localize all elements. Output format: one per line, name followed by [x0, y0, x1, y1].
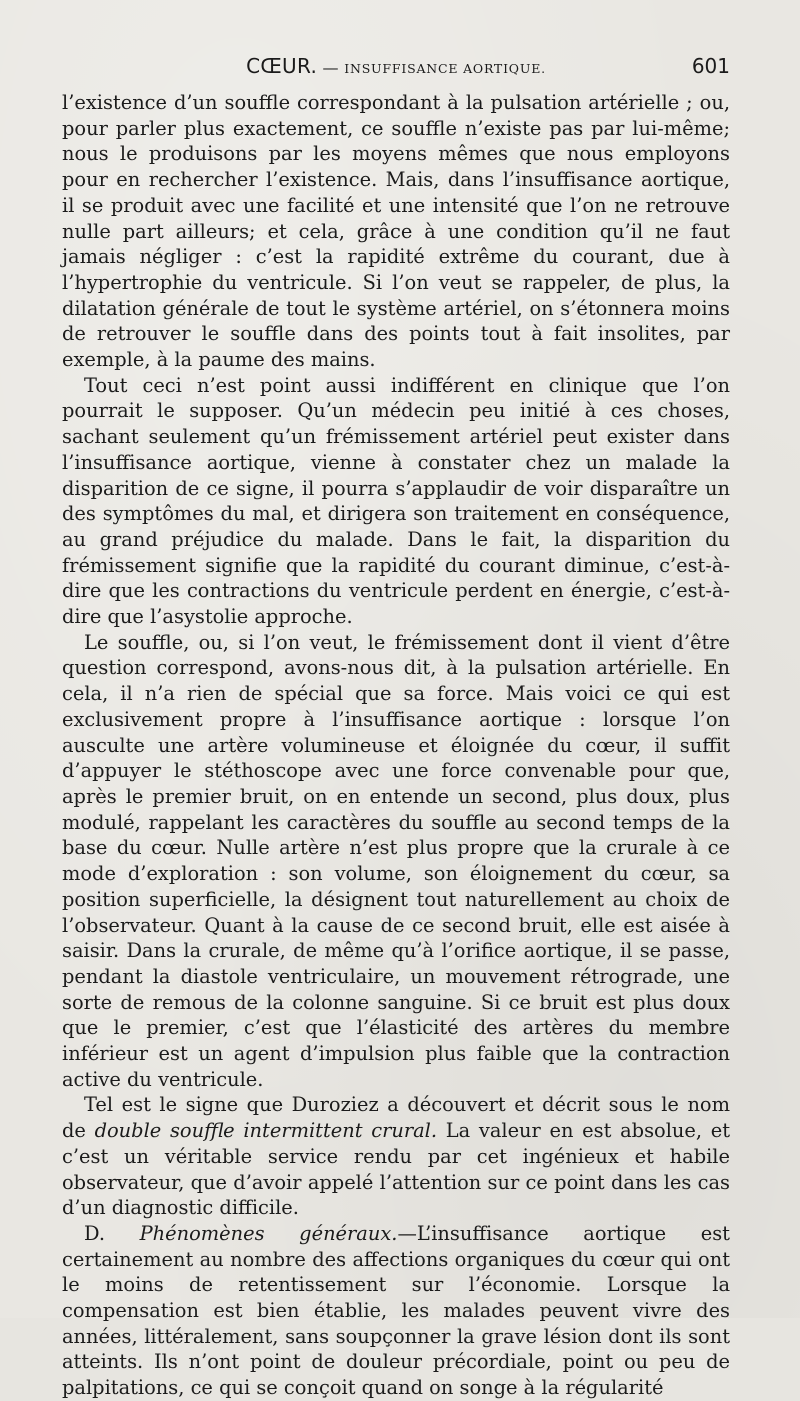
italic-text-run: Phénomènes généraux.	[139, 1221, 398, 1245]
running-title-section: INSUFFISANCE AORTIQUE.	[344, 61, 546, 76]
text-run: Tel est le signe que Duroziez a découvert et décrit sous le nom de	[62, 1093, 730, 1143]
paragraph	[62, 1092, 730, 1221]
page-number: 601	[691, 54, 730, 78]
text-run: La valeur en est absolue, et c’est un véritable service rendu par cet ingénieux et habile observateur, que d’avoir appelé l’attention sur ce point dans les cas d’un diagnostic difficile.	[62, 1119, 730, 1220]
text-run: Tout ceci n’est point aussi indifférent en clinique que l’on pourrait le supposer. Qu’un médecin peu initié à ces choses, sachant seulement qu’un frémissement artériel peut exister dans l’insuffisance aortique, vienne à constater chez un malade la disparition de ce signe, il pourra s’applaudir de voir disparaître un des symptômes du mal, et dirigera son traitement en conséquence, au grand préjudice du malade. Dans le fait, la disparition du frémissement signifie que la rapidité du courant diminue, c’est-à-dire que les contractions du ventricule perdent en énergie, c’est-à-dire que l’asystolie approche.	[62, 373, 730, 629]
paragraph	[62, 373, 730, 630]
text-run: Le souffle, ou, si l’on veut, le frémissement dont il vient d’être question correspond, avons-nous dit, à la pulsation artérielle. En cela, il n’a rien de spécial que sa force. Mais voici ce qui est exclusivement propre à l’insuffisance aortique : lorsque l’on ausculte une artère volumineuse et éloignée du cœur, il suffit d’appuyer le stéthoscope avec une force convenable pour que, après le premier bruit, on en entende un second, plus doux, plus modulé, rappelant les caractères du souffle au second temps de la base du cœur. Nulle artère n’est plus propre que la crurale à ce mode d’exploration : son volume, son éloignement du cœur, sa position superficielle, la désignent tout naturellement au choix de l’observateur. Quant à la cause de ce second bruit, elle est aisée à saisir. Dans la crurale, de même qu’à l’orifice aortique, il se passe, pendant la diastole ventriculaire, un mouvement rétrograde, une sorte de remous de la colonne sanguine. Si ce bruit est plus doux que le premier, c’est que l’élasticité des artères du membre inférieur est un agent d’impulsion plus faible que la contraction active du ventricule.	[62, 630, 730, 1091]
text-run: D.	[84, 1221, 140, 1245]
text-run: —L’insuffisance aortique est certainement au nombre des affections organiques du cœur qui ont le moins de retentissement sur l’économie. Lorsque la compensation est bien établie, les malades peuvent vivre des années, littéralement, sans soupçonner la grave lésion dont ils sont atteints. Ils n’ont point de douleur précordiale, point ou peu de palpitations, ce qui se conçoit quand on songe à la régularité	[62, 1221, 730, 1400]
body-text	[62, 90, 730, 1401]
italic-text-run: double souffle intermittent crural.	[94, 1119, 438, 1143]
paragraph	[62, 630, 730, 1093]
running-title-chapter: CŒUR.	[246, 54, 318, 78]
page-header	[62, 54, 730, 84]
paragraph	[62, 1221, 730, 1401]
running-title-separator: —	[317, 58, 345, 77]
paragraph	[62, 90, 730, 373]
text-run: l’existence d’un souffle correspondant à la pulsation artérielle ; ou, pour parler plus exactement, ce souffle n’existe pas par lui-même; nous le produisons par les moyens mêmes que nous employons pour en rechercher l’existence. Mais, dans l’insuffisance aortique, il se produit avec une facilité et une intensité que l’on ne retrouve nulle part ailleurs; et cela, grâce à une condition qu’il ne faut jamais négliger : c’est la rapidité extrême du courant, due à l’hypertrophie du ventricule. Si l’on veut se rappeler, de plus, la dilatation générale de tout le système artériel, on s’étonnera moins de retrouver le souffle dans des points tout à fait insolites, par exemple, à la paume des mains.	[62, 91, 730, 372]
running-title	[62, 54, 730, 78]
